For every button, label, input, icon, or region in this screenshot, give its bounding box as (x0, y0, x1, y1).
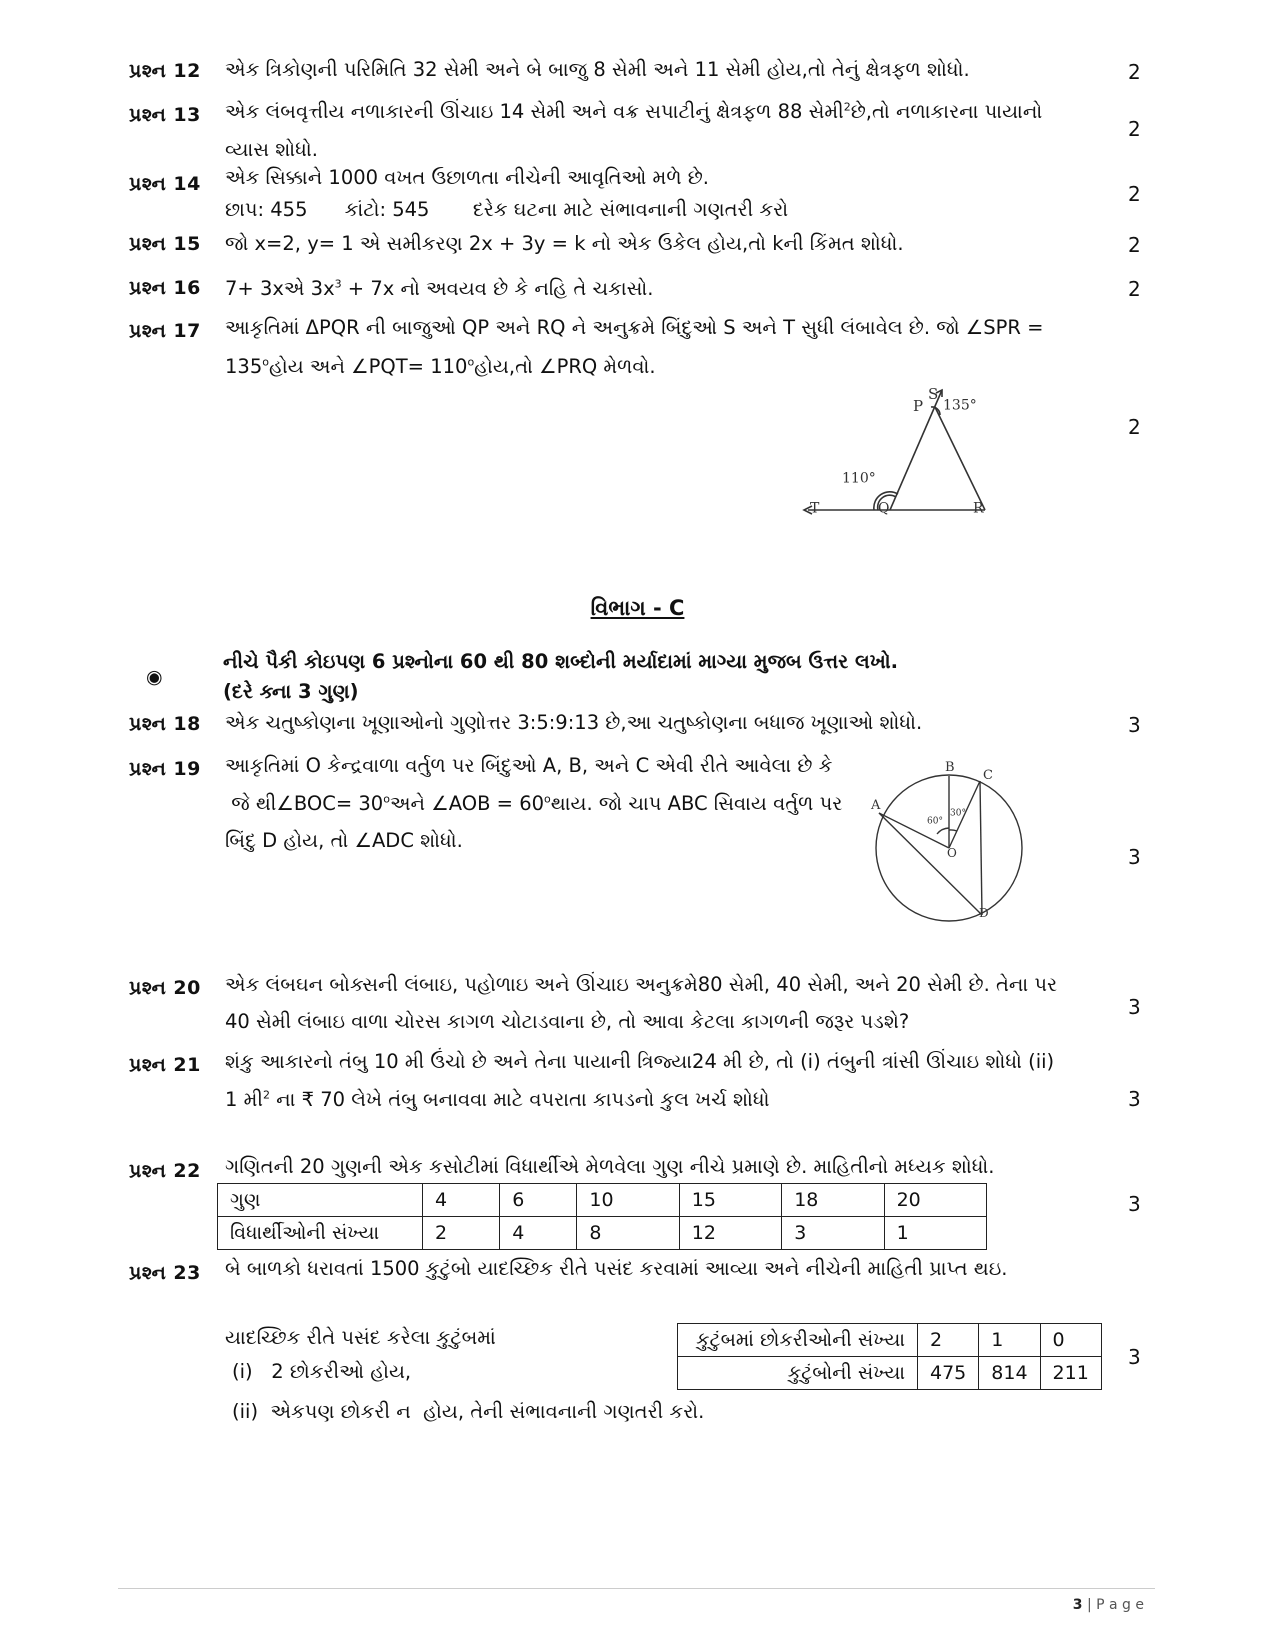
table-row (678, 1357, 1102, 1390)
table-cell: 6 (500, 1184, 577, 1217)
question-text: 1 મી$^2$ ના ₹ 70 લેખે તંબુ બનાવવા માટે વપરાતા કાપડનો કુલ ખર્ચ શોધો (225, 1088, 770, 1111)
question-text: એક સિક્કાને 1000 વખત ઉછાળતા નીચેની આવૃતિઓ મળે છે. (225, 166, 710, 189)
table-cell: 20 (884, 1184, 986, 1217)
table-cell: 2 (423, 1217, 500, 1250)
fig-angle-30: 30° (950, 808, 966, 819)
table-cell: કુટુંબમાં છોકરીઓની સંખ્યા (678, 1324, 918, 1357)
question-text: 135$^o$હોય અને ∠PQT= $110^oહોય,તો$ ∠PRQ મેળવો. (225, 355, 656, 378)
question-text: જે થી∠BOC= $30^oઅને$ ∠AOB = $60^oથાય$. જો ચાપ ABC સિવાય વર્તુળ પર (225, 792, 843, 815)
question-text: 7+ 3xએ $3x^3 + 7x$ નો અવયવ છે કે નહિ તે ચકાસો. (225, 277, 654, 300)
question-text: એક ચતુષ્કોણના ખૂણાઓનો ગુણોત્તર 3:5:9:13 છે,આ ચતુષ્કોણના બધાજ ખૂણાઓ શોધો. (225, 711, 923, 734)
fig-label-p: P (913, 397, 924, 416)
fig-label-r: R (973, 500, 984, 517)
fig-label-q: Q (878, 500, 890, 517)
question-number: પ્રશ્ન 16 (129, 277, 201, 299)
question-text: ગણિતની 20 ગુણની એક કસોટીમાં વિધાર્થીએ મેળવેલા ગુણ નીચે પ્રમાણે છે. માહિતીનો મધ્યક શોધો. (225, 1155, 995, 1178)
fig-angle-135: 135° (943, 397, 977, 414)
marks: 2 (1128, 233, 1141, 257)
marks: 3 (1128, 1345, 1141, 1369)
question-text: વ્યાસ શોધો. (225, 138, 318, 161)
table-cell: 814 (979, 1357, 1040, 1390)
fig-angle-110: 110° (842, 470, 876, 487)
table-cell: 8 (577, 1217, 679, 1250)
question-number: પ્રશ્ન 20 (129, 977, 201, 999)
table-cell: 0 (1040, 1324, 1101, 1357)
table-cell: 4 (500, 1217, 577, 1250)
page-footer: 3 | P a g e (1072, 1597, 1144, 1613)
table-cell: 211 (1040, 1357, 1101, 1390)
table-row (218, 1217, 987, 1250)
table-cell: 1 (884, 1217, 986, 1250)
table-cell: ગુણ (218, 1184, 423, 1217)
question-text: આકૃતિમાં O કેન્દ્રવાળા વર્તુળ પર બિંદુઓ A, B, અને C એવી રીતે આવેલા છે કે (225, 754, 833, 777)
table-row (218, 1184, 987, 1217)
bullet-icon: ◉ (146, 666, 163, 688)
question-text: આકૃતિમાં ΔPQR ની બાજુઓ QP અને RQ ને અનુક્રમે બિંદુઓ S અને T સુધી લંબાવેલ છે. જો ∠SPR = (225, 316, 1044, 339)
marks: 2 (1128, 60, 1141, 84)
marks-table (217, 1183, 987, 1250)
triangle-figure (790, 385, 1030, 545)
marks: 2 (1128, 415, 1141, 439)
table-cell: 3 (782, 1217, 884, 1250)
question-number: પ્રશ્ન 18 (129, 713, 201, 735)
circle-figure (865, 760, 1045, 935)
question-number: પ્રશ્ન 17 (129, 320, 201, 342)
question-text: બિંદુ D હોય, તો ∠ADC શોધો. (225, 829, 463, 852)
question-text: એક લંબઘન બોક્સની લંબાઇ, પહોળાઇ અને ઊંચાઇ અનુક્રમે80 સેમી, 40 સેમી, અને 20 સેમી છે. તેના પર (225, 973, 1058, 996)
section-instruction: (દરે ક્ના 3 ગુણ) (223, 680, 359, 703)
marks: 2 (1128, 182, 1141, 206)
question-text: છાપ: 455 કાંટો: 545 દરેક ઘટના માટે સંભાવનાની ગણતરી કરો (225, 198, 789, 221)
table-cell: 18 (782, 1184, 884, 1217)
question-text: શંકુ આકારનો તંબુ 10 મી ઉંચો છે અને તેના પાયાની ત્રિજ્યા24 મી છે, તો (i) તંબુની ત્રાંસી ઊંચાઇ શોધો (ii) (225, 1050, 1055, 1073)
section-instruction: નીચે પૈકી કોઇપણ 6 પ્રશ્નોના 60 થી 80 શબ્દોની મર્યાદામાં માગ્યા મુજબ ઉત્તર લખો. (223, 650, 899, 673)
question-number: પ્રશ્ન 14 (129, 173, 201, 195)
footer-divider (118, 1588, 1155, 1589)
table-cell: 2 (918, 1324, 979, 1357)
question-text: બે બાળકો ધરાવતાં 1500 કુટુંબો યાદચ્છિક રીતે પસંદ કરવામાં આવ્યા અને નીચેની માહિતી પ્રાપ્ત થઇ. (225, 1257, 1008, 1280)
question-number: પ્રશ્ન 13 (129, 104, 201, 126)
question-text: એક ત્રિકોણની પરિમિતિ 32 સેમી અને બે બાજુ 8 સેમી અને 11 સેમી હોય,તો તેનું ક્ષેત્રફળ શોધો. (225, 58, 970, 81)
families-table (677, 1323, 1102, 1390)
question-number: પ્રશ્ન 19 (129, 758, 201, 780)
table-row (678, 1324, 1102, 1357)
question-number: પ્રશ્ન 22 (129, 1160, 201, 1182)
table-cell: 1 (979, 1324, 1040, 1357)
question-number: પ્રશ્ન 23 (129, 1262, 201, 1284)
question-number: પ્રશ્ન 21 (129, 1054, 201, 1076)
fig-angle-60: 60° (927, 816, 943, 827)
question-text: જો x=2, y= 1 એ સમીકરણ 2x + 3y = k નો એક ઉકેલ હોય,તો kની કિંમત શોધો. (225, 232, 904, 255)
fig-label-s: S (928, 385, 939, 404)
fig-label-t: T (810, 500, 820, 517)
fig-label-d: D (979, 905, 989, 920)
marks: 2 (1128, 117, 1141, 141)
table-cell: વિધાર્થીઓની સંખ્યા (218, 1217, 423, 1250)
question-text: (ii) એકપણ છોકરી ન હોય, તેની સંભાવનાની ગણતરી કરો. (232, 1400, 705, 1423)
section-title: વિભાગ - C (590, 596, 685, 620)
marks: 3 (1128, 1192, 1141, 1216)
fig-label-b: B (945, 760, 955, 775)
question-text: એક લંબવૃત્તીય નળાકારની ઊંચાઇ 14 સેમી અને વક્ર સપાટીનું ક્ષેત્રફળ 88 સેમી$^2$છે,તો નળાકારના પાયાનો (225, 100, 1043, 123)
question-text: (i) 2 છોકરીઓ હોય, (232, 1360, 412, 1383)
question-number: પ્રશ્ન 12 (129, 60, 201, 82)
table-cell: કુટુંબોની સંખ્યા (678, 1357, 918, 1390)
marks: 3 (1128, 995, 1141, 1019)
table-cell: 12 (679, 1217, 781, 1250)
table-cell: 15 (679, 1184, 781, 1217)
fig-label-o: O (947, 845, 957, 860)
question-number: પ્રશ્ન 15 (129, 233, 201, 255)
marks: 3 (1128, 1087, 1141, 1111)
table-cell: 4 (423, 1184, 500, 1217)
question-text: યાદચ્છિક રીતે પસંદ કરેલા કુટુંબમાં (225, 1326, 496, 1349)
fig-label-a: A (871, 797, 881, 813)
marks: 3 (1128, 713, 1141, 737)
marks: 3 (1128, 845, 1141, 869)
table-cell: 475 (918, 1357, 979, 1390)
marks: 2 (1128, 277, 1141, 301)
fig-label-c: C (983, 767, 993, 783)
table-cell: 10 (577, 1184, 679, 1217)
question-text: 40 સેમી લંબાઇ વાળા ચોરસ કાગળ ચોટાડવાના છે, તો આવા કેટલા કાગળની જરૂર પડશે? (225, 1010, 910, 1033)
